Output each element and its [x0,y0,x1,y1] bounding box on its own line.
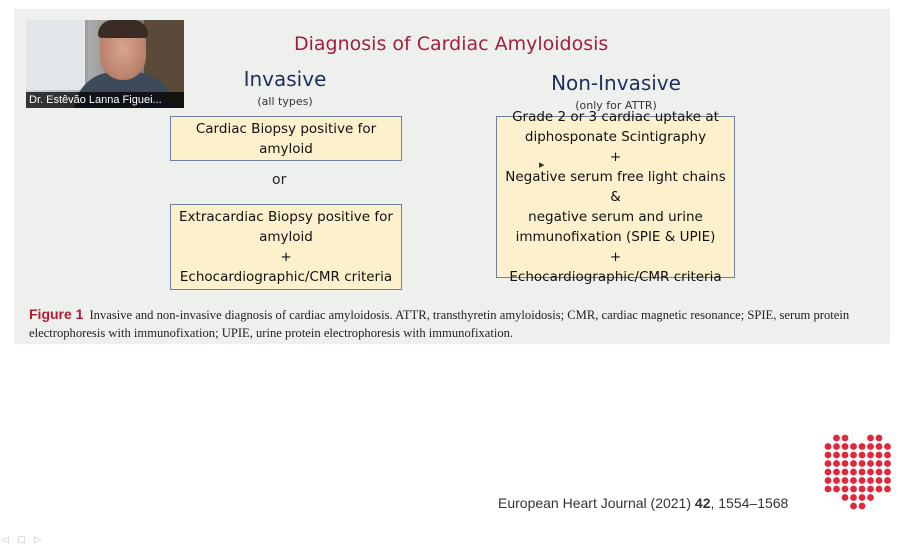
logo-dot [850,443,857,450]
box-line: amyloid [259,229,313,245]
noninvasive-heading-text: Non-Invasive [551,71,681,95]
logo-dot [867,452,874,459]
logo-dot [825,452,832,459]
logo-dot [850,503,857,510]
logo-dot [842,477,849,484]
logo-dot [833,443,840,450]
logo-dot [833,460,840,467]
logo-dot [884,469,891,476]
box-line: immunofixation (SPIE & UPIE) [515,229,716,245]
box-line: diphosponate Scintigraphy [524,129,707,145]
logo-dot [884,452,891,459]
invasive-subheading: (all types) [257,95,313,108]
box-line: Grade 2 or 3 cardiac uptake at [512,109,719,125]
logo-dot [876,460,883,467]
invasive-heading-text: Invasive [243,67,327,91]
logo-dot [825,486,832,493]
noninvasive-heading [548,71,684,112]
logo-dot [850,469,857,476]
logo-dot [884,460,891,467]
box-line: + [609,249,622,265]
logo-dot [842,494,849,501]
logo-dot [850,486,857,493]
mouse-pointer-icon: ▸ [539,159,545,171]
logo-dot [842,452,849,459]
logo-dot [833,452,840,459]
logo-dot [850,477,857,484]
logo-dot [859,452,866,459]
journal-pages: , 1554–1568 [710,495,789,511]
logo-dot [876,469,883,476]
logo-dot [842,486,849,493]
cardiac-biopsy-box [170,116,402,161]
webcam-video-tile[interactable] [26,20,184,108]
box-line: Cardiac Biopsy positive for [195,120,377,137]
logo-dot [876,452,883,459]
logo-dot [884,477,891,484]
logo-dot [859,477,866,484]
playback-controls-icon[interactable]: ◁ ▢ ▷ [2,534,45,544]
logo-dot [859,443,866,450]
logo-dot [884,443,891,450]
logo-dot [833,477,840,484]
logo-dot [859,460,866,467]
logo-dot [859,503,866,510]
box-line: negative serum and urine [528,209,703,225]
box-line: Extracardiac Biopsy positive for [179,209,393,225]
logo-dot [850,460,857,467]
box-line: Echocardiographic/CMR criteria [509,269,722,285]
noninvasive-subheading: (only for ATTR) [575,99,657,112]
logo-dot [825,477,832,484]
or-label: or [272,172,287,188]
logo-dot [859,469,866,476]
logo-dot [825,460,832,467]
figure-caption-text: Invasive and non-invasive diagnosis of cardiac amyloidosis. ATTR, transthyretin amyloidosis; CMR, cardiac magnetic resonance; SPIE, serum protein electrophoresis with immunofixation; UPIE, urine protein electrophoresis with immunofixation. [29,308,850,340]
noninvasive-criteria-box [496,109,735,285]
logo-dot [867,469,874,476]
box-line: amyloid [259,140,313,157]
logo-dot [859,494,866,501]
logo-dot [876,477,883,484]
logo-dot [825,443,832,450]
figure-label: Figure 1 [29,306,84,322]
logo-dot [867,460,874,467]
participant-name-label: Dr. Estêvão Lanna Figuei... [26,92,184,108]
logo-dot [867,494,874,501]
logo-dot [850,452,857,459]
journal-name: European Heart Journal (2021) [498,495,692,511]
invasive-heading [241,67,329,108]
logo-dot [833,435,840,442]
box-line: Negative serum free light chains & [505,169,726,205]
logo-dot [876,486,883,493]
box-line: + [609,149,622,165]
journal-volume: 42 [694,495,711,511]
slide-title: Diagnosis of Cardiac Amyloidosis [294,33,609,55]
logo-dot [867,486,874,493]
journal-citation [498,495,788,511]
participant-hair [98,20,148,38]
logo-dot [859,486,866,493]
logo-dot [833,486,840,493]
heart-dots-logo [805,434,910,539]
webcam-background-window [26,20,88,90]
logo-dot [876,443,883,450]
logo-dot [876,435,883,442]
logo-dot [867,443,874,450]
logo-dot [842,469,849,476]
logo-dot [850,494,857,501]
box-line: Echocardiographic/CMR criteria [179,269,393,285]
logo-dot [833,469,840,476]
logo-dot [867,477,874,484]
logo-dot [825,469,832,476]
logo-dot [867,435,874,442]
figure-caption [29,305,881,342]
logo-dot [842,443,849,450]
extracardiac-biopsy-box [170,204,402,290]
logo-dot [842,460,849,467]
box-line: + [280,249,292,265]
logo-dot [884,486,891,493]
logo-dot [842,435,849,442]
